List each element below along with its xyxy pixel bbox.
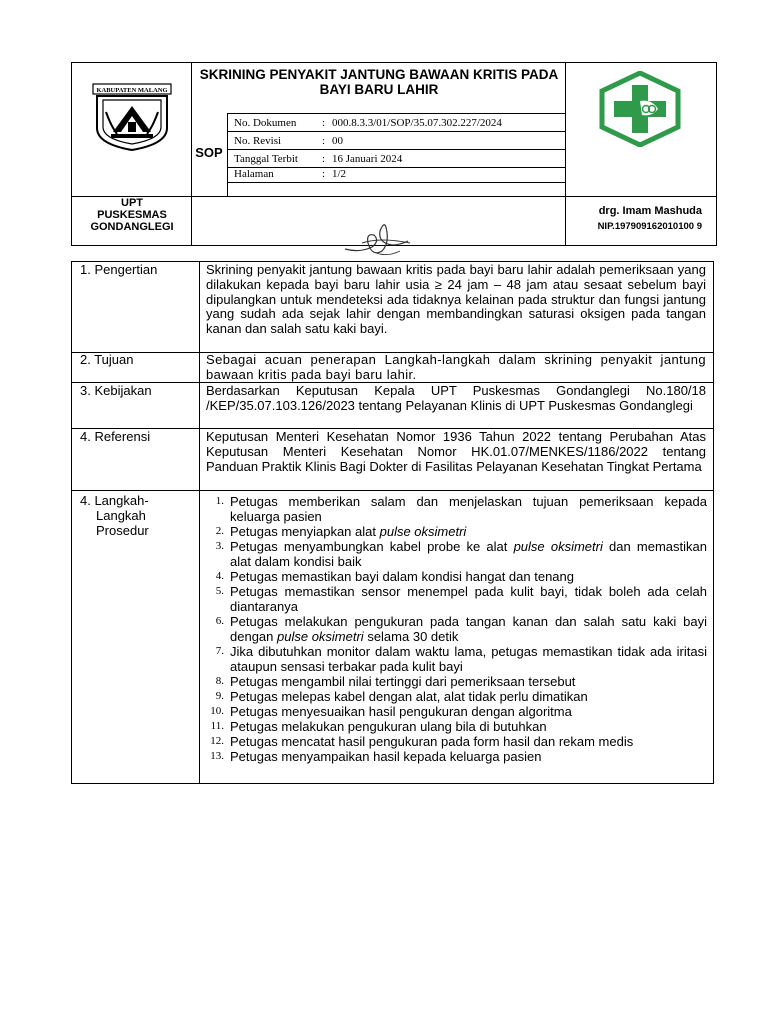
step-number: 3. (215, 540, 224, 552)
section-text-kebijakan: Berdasarkan Keputusan Kepala UPT Puskesmas Gondanglegi No.180/18 /KEP/35.07.103.126/2023 tentang Pelayanan Klinis di UPT Puskesmas Gondanglegi (206, 383, 706, 413)
procedure-step (202, 569, 707, 584)
step-number: 9. (215, 690, 224, 702)
step-number: 1. (215, 495, 224, 507)
step-text: Petugas melakukan pengukuran pada tangan kanan dan salah satu kaki bayi dengan (230, 614, 707, 644)
sop-label: SOP (195, 145, 223, 160)
section-text-pengertian: Skrining penyakit jantung bawaan kritis pada bayi baru lahir adalah pemeriksaan yang dilakukan kepada bayi baru lahir usia ≥ 24 jam – 48 jam atau sesaat sebelum bayi dipulangkan untuk mendeteksi ada tidaknya kelainan pada struktur dan fungsi jantung yang sudah ada sejak lahir dengan membandingkan saturasi oksigen pada tangan kanan dan salah satu kaki bayi. (206, 262, 706, 337)
step-text: Petugas menyambungkan kabel probe ke alat (230, 539, 514, 554)
meta-value: 000.8.3.3/01/SOP/35.07.302.227/2024 (332, 117, 502, 129)
step-text-after: selama 30 detik (363, 629, 459, 644)
meta-value: 1/2 (332, 168, 347, 180)
step-text: Petugas melepas kabel dengan alat, alat tidak perlu dimatikan (230, 689, 588, 704)
signature-image (340, 213, 420, 259)
section-label-referensi: 4. Referensi (80, 429, 151, 444)
procedure-steps (202, 494, 707, 764)
document-title: SKRINING PENYAKIT JANTUNG BAWAAN KRITIS PADA BAYI BARU LAHIR (199, 67, 559, 97)
procedure-step (202, 749, 707, 764)
step-text: Petugas menyiapkan alat (230, 524, 380, 539)
unit-name (72, 197, 192, 233)
sop-header-table (71, 62, 717, 246)
step-emphasis: pulse oksimetri (513, 539, 603, 554)
step-text: Petugas memastikan bayi dalam kondisi hangat dan tenang (230, 569, 574, 584)
meta-row-page (230, 165, 565, 183)
step-text: Petugas memberikan salam dan menjelaskan tujuan pemeriksaan kepada keluarga pasien (230, 494, 707, 524)
step-number: 11. (210, 720, 224, 732)
section-label-prosedur (80, 494, 149, 538)
step-emphasis: pulse oksimetri (379, 524, 467, 539)
section-text-referensi: Keputusan Menteri Kesehatan Nomor 1936 Tahun 2022 tentang Perubahan Atas Keputusan Menteri Kesehatan Nomor HK.01.07/MENKES/1186/2022 tentang Panduan Praktik Klinis Bagi Dokter di Fasilitas Pelayanan Kesehatan Tingkat Pertama (206, 429, 706, 474)
procedure-step (202, 674, 707, 689)
step-number: 5. (215, 585, 224, 597)
meta-sep: : (322, 153, 326, 165)
section-label-tujuan: 2. Tujuan (80, 352, 134, 367)
step-emphasis: pulse oksimetri (277, 629, 364, 644)
meta-row-doc-number (230, 114, 565, 132)
procedure-step (202, 539, 707, 569)
procedure-step (202, 584, 707, 614)
step-number: 8. (215, 675, 224, 687)
step-text: Petugas memastikan sensor menempel pada kulit bayi, tidak boleh ada celah diantaranya (230, 584, 707, 614)
step-text: Jika dibutuhkan monitor dalam waktu lama, petugas memastikan tidak ada iritasi ataupun sensasi terbakar pada kulit bayi (230, 644, 707, 674)
meta-sep: : (322, 117, 326, 129)
step-text: Petugas menyampaikan hasil kepada keluarga pasien (230, 749, 542, 764)
procedure-step (202, 524, 707, 539)
sop-content-table (71, 261, 714, 784)
meta-row-revision (230, 132, 565, 150)
step-text: Petugas menyesuaikan hasil pengukuran dengan algoritma (230, 704, 572, 719)
procedure-step (202, 644, 707, 674)
signer-block (598, 203, 702, 235)
label-line: Langkah (96, 507, 146, 523)
step-number: 6. (215, 615, 224, 627)
regency-logo (91, 82, 173, 152)
procedure-step (202, 719, 707, 734)
procedure-step (202, 614, 707, 644)
step-number: 7. (215, 645, 224, 657)
unit-line: PUSKESMAS (97, 209, 167, 221)
step-number: 13. (210, 750, 224, 762)
meta-sep: : (322, 168, 326, 180)
puskesmas-logo (598, 71, 682, 147)
procedure-step (202, 494, 707, 524)
procedure-step (202, 704, 707, 719)
meta-key: No. Revisi (234, 135, 282, 147)
meta-sep: : (322, 135, 326, 147)
procedure-step (202, 734, 707, 749)
section-text-tujuan: Sebagai acuan penerapan Langkah-langkah dalam skrining penyakit jantung bawaan kritis pada bayi baru lahir. (206, 352, 706, 382)
meta-value: 00 (332, 135, 343, 147)
procedure-step (202, 689, 707, 704)
step-text: Petugas mencatat hasil pengukuran pada form hasil dan rekam medis (230, 734, 634, 749)
step-text: Petugas melakukan pengukuran ulang bila di butuhkan (230, 719, 547, 734)
step-number: 10. (210, 705, 224, 717)
signer-name: drg. Imam Mashuda (598, 205, 702, 217)
logo-left-text: KABUPATEN MALANG (96, 87, 168, 94)
signer-nip: NIP.197909162010100 9 (597, 221, 702, 232)
step-text-after: dan memastikan alat dalam kondisi baik (230, 539, 708, 569)
unit-line: UPT (121, 197, 143, 209)
section-label-pengertian: 1. Pengertian (80, 262, 158, 277)
meta-key: Halaman (234, 168, 274, 180)
label-line: Prosedur (96, 522, 149, 538)
step-number: 2. (215, 525, 224, 537)
step-number: 12. (210, 735, 224, 747)
meta-key: No. Dokumen (234, 117, 297, 129)
step-number: 4. (215, 570, 224, 582)
label-line: 4. Langkah- (80, 493, 149, 508)
meta-value: 16 Januari 2024 (332, 153, 403, 165)
meta-key: Tanggal Terbit (234, 153, 298, 165)
section-label-kebijakan: 3. Kebijakan (80, 383, 152, 398)
unit-line: GONDANGLEGI (90, 221, 174, 233)
step-text: Petugas mengambil nilai tertinggi dari pemeriksaan tersebut (230, 674, 576, 689)
